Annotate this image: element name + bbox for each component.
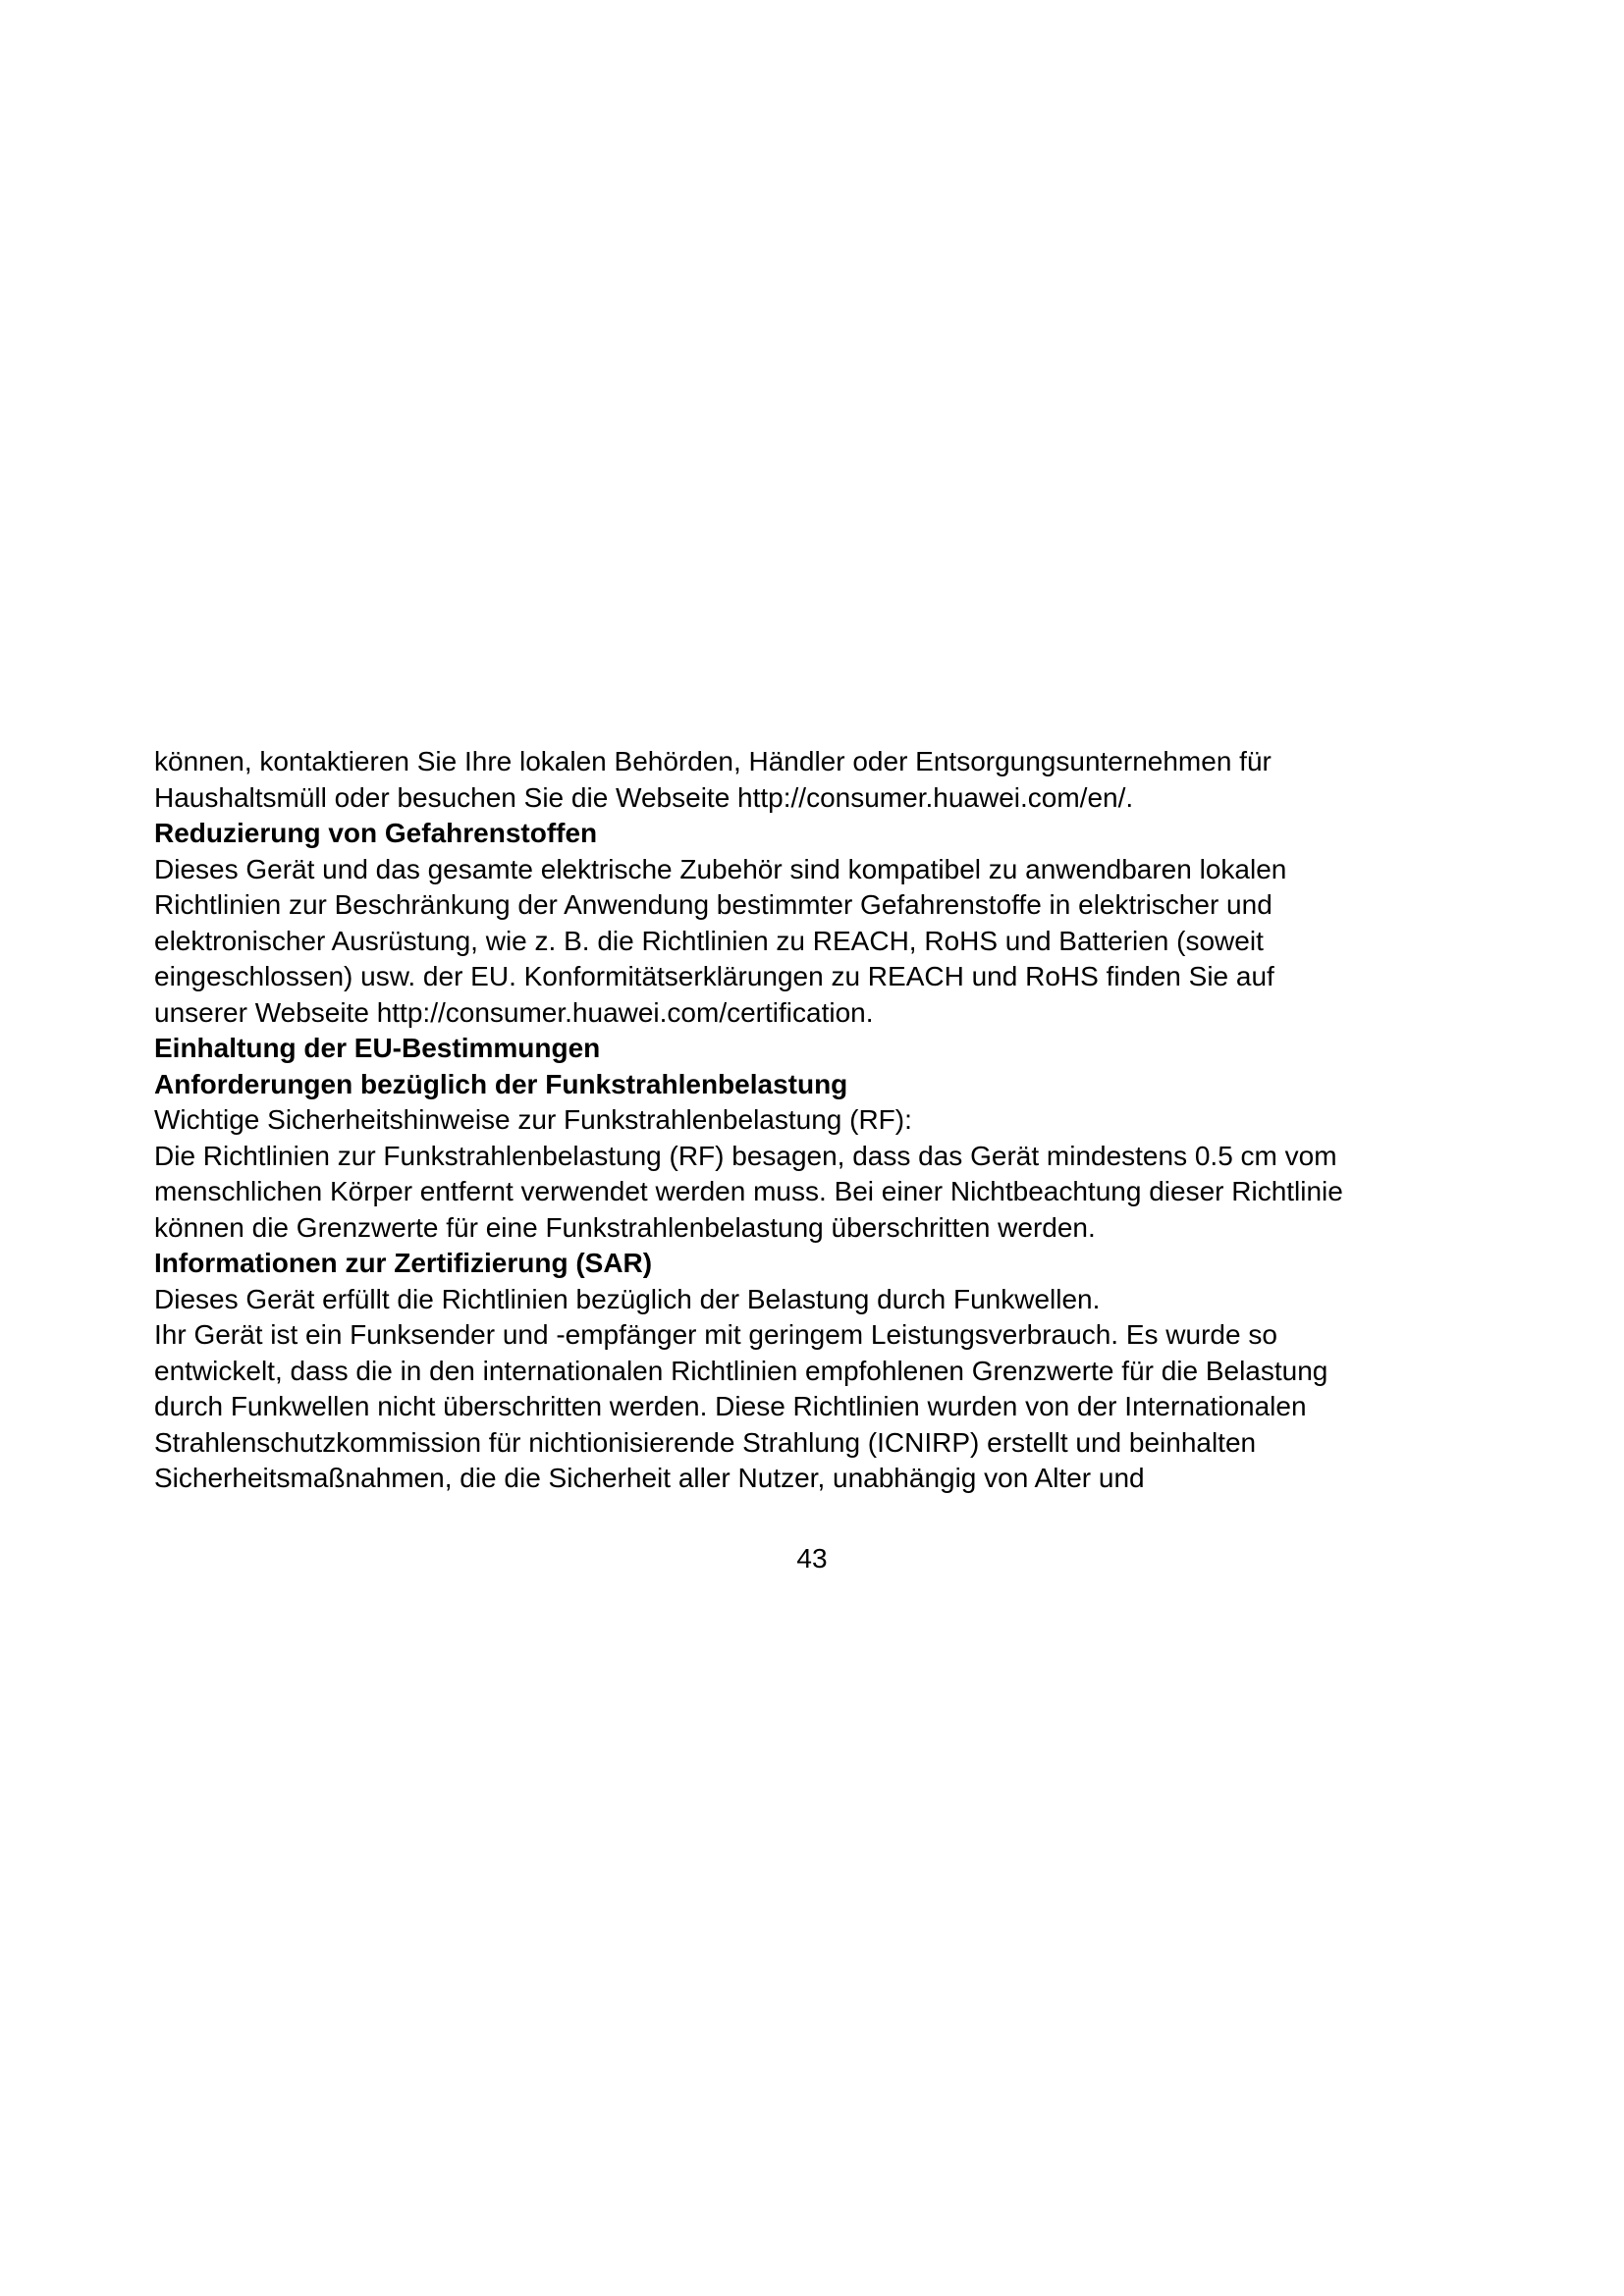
text-line: Ihr Gerät ist ein Funksender und -empfänger mit geringem Leistungsverbrauch. Es wurde so [154, 1319, 1277, 1350]
text-line: Dieses Gerät erfüllt die Richtlinien bezüglich der Belastung durch Funkwellen. [154, 1283, 1101, 1314]
text-line: Dieses Gerät und das gesamte elektrische Zubehör sind kompatibel zu anwendbaren lokalen [154, 853, 1287, 884]
hazardous-substances-paragraph [154, 852, 1509, 1032]
text-line: durch Funkwellen nicht überschritten werden. Diese Richtlinien wurden von der Internationalen [154, 1391, 1307, 1421]
text-line: können die Grenzwerte für eine Funkstrahlenbelastung überschritten werden. [154, 1211, 1096, 1243]
section-heading-hazardous-substances: Reduzierung von Gefahrenstoffen [154, 818, 598, 848]
document-body [154, 744, 1509, 1497]
rf-exposure-paragraph [154, 1102, 1509, 1246]
section-heading-rf-exposure: Anforderungen bezüglich der Funkstrahlenbelastung [154, 1068, 848, 1099]
text-line: menschlichen Körper entfernt verwendet werden muss. Bei einer Nichtbeachtung dieser Richtlinie [154, 1176, 1343, 1206]
section-heading-sar-certification: Informationen zur Zertifizierung (SAR) [154, 1248, 653, 1278]
text-line: unserer Webseite http://consumer.huawei.com/certification. [154, 996, 874, 1028]
text-line: Strahlenschutzkommission für nichtionisierende Strahlung (ICNIRP) erstellt und beinhalten [154, 1426, 1257, 1458]
text-line: elektronischer Ausrüstung, wie z. B. die Richtlinien zu REACH, RoHS und Batterien (soweit [154, 925, 1264, 956]
text-line: Wichtige Sicherheitshinweise zur Funkstrahlenbelastung (RF): [154, 1104, 912, 1135]
disposal-paragraph [154, 744, 1509, 816]
text-line: Richtlinien zur Beschränkung der Anwendung bestimmter Gefahrenstoffe in elektrischer und [154, 889, 1272, 920]
text-line: Sicherheitsmaßnahmen, die die Sicherheit aller Nutzer, unabhängig von Alter und [154, 1463, 1145, 1493]
text-line: Haushaltsmüll oder besuchen Sie die Webseite http://consumer.huawei.com/en/. [154, 781, 1134, 813]
page-number: 43 [796, 1543, 828, 1574]
text-line: entwickelt, dass die in den internationalen Richtlinien empfohlenen Grenzwerte für die Belastung [154, 1355, 1328, 1386]
text-line: können, kontaktieren Sie Ihre lokalen Behörden, Händler oder Entsorgungsunternehmen für [154, 746, 1272, 776]
section-heading-eu-compliance: Einhaltung der EU-Bestimmungen [154, 1033, 601, 1063]
text-line: Die Richtlinien zur Funkstrahlenbelastung (RF) besagen, dass das Gerät mindestens 0.5 cm vom [154, 1140, 1337, 1171]
text-line: eingeschlossen) usw. der EU. Konformitätserklärungen zu REACH und RoHS finden Sie auf [154, 961, 1274, 991]
sar-certification-paragraph [154, 1282, 1509, 1497]
